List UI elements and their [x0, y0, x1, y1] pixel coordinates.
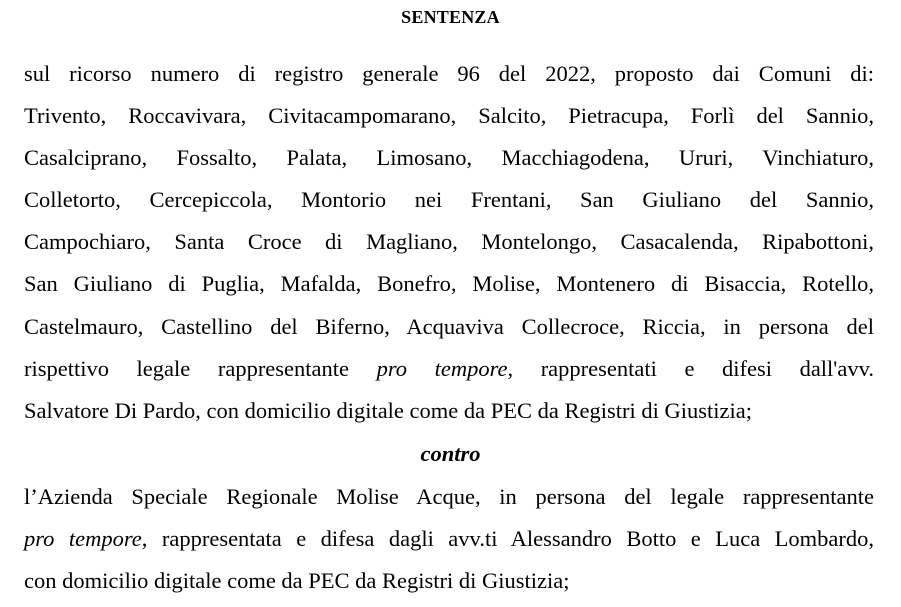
ricorso-line-4: Colletorto, Cercepiccola, Montorio nei Frentani, San Giuliano del Sannio,: [24, 187, 874, 212]
ricorso-line-8: [24, 354, 874, 384]
controparte-line-3: con domicilio digitale come da PEC da Registri di Giustizia;: [24, 568, 570, 593]
ricorso-line-1: sul ricorso numero di registro generale 96 del 2022, proposto dai Comuni di:: [24, 61, 874, 86]
pro-tempore-italic: pro tempore: [376, 356, 508, 381]
ricorso-line-2: Trivento, Roccavivara, Civitacampomarano, Salcito, Pietracupa, Forlì del Sannio,: [24, 103, 874, 128]
controparte-line-1: l’Azienda Speciale Regionale Molise Acque, in persona del legale rappresentante: [24, 484, 874, 509]
controparte-line-2: [24, 524, 874, 554]
ricorso-line-5: Campochiaro, Santa Croce di Magliano, Montelongo, Casacalenda, Ripabottoni,: [24, 229, 874, 254]
ricorso-line-7: Castelmauro, Castellino del Biferno, Acquaviva Collecroce, Riccia, in persona del: [24, 314, 874, 339]
ricorso-line-9: Salvatore Di Pardo, con domicilio digitale come da PEC da Registri di Giustizia;: [24, 398, 752, 423]
contro-heading: contro: [420, 441, 481, 466]
ricorso-line-3: Casalciprano, Fossalto, Palata, Limosano, Macchiagodena, Ururi, Vinchiaturo,: [24, 145, 874, 170]
pro-tempore-italic-2: pro tempore: [24, 526, 142, 551]
ricorso-line-6: San Giuliano di Puglia, Mafalda, Bonefro, Molise, Montenero di Bisaccia, Rotello,: [24, 271, 874, 296]
ricorso-line-8-pre: rispettivo legale rappresentante: [24, 356, 350, 381]
controparte-line-2-post: , rappresentata e difesa dagli avv.ti Alessandro Botto e Luca Lombardo,: [141, 526, 875, 551]
document-title: SENTENZA: [401, 7, 500, 27]
ricorso-line-8-post: , rappresentati e difesi dall'avv.: [507, 356, 875, 381]
